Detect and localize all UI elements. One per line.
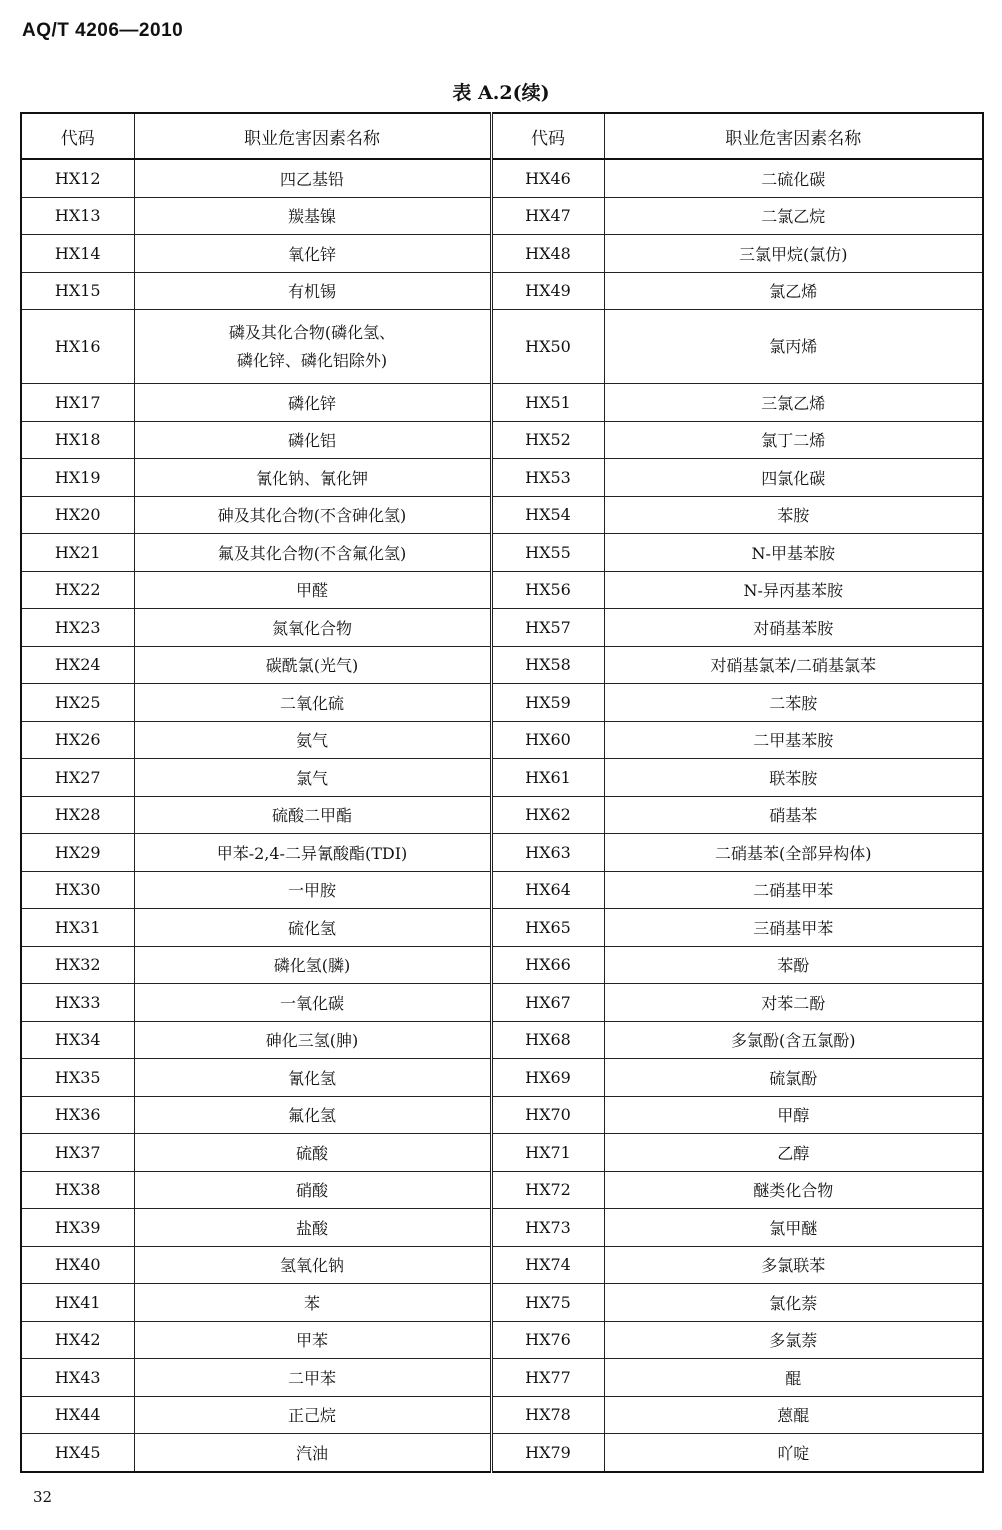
- hazard-name-cell: 蒽醌: [604, 1396, 983, 1434]
- code-cell: HX12: [21, 159, 134, 197]
- code-cell: HX50: [491, 310, 604, 384]
- code-cell: HX51: [491, 384, 604, 422]
- hazard-name-cell: N-异丙基苯胺: [604, 571, 983, 609]
- code-cell: HX66: [491, 946, 604, 984]
- hazard-name-cell: 二硝基甲苯: [604, 871, 983, 909]
- table-row: [21, 1359, 983, 1397]
- column-header-name: 职业危害因素名称: [134, 113, 491, 159]
- hazard-name-cell: 硫化氢: [134, 909, 491, 947]
- table-row: [21, 1021, 983, 1059]
- hazard-name-cell: 甲醛: [134, 571, 491, 609]
- table-row: [21, 1321, 983, 1359]
- table-row: [21, 1209, 983, 1247]
- hazard-name-cell: 多氯萘: [604, 1321, 983, 1359]
- code-cell: HX15: [21, 272, 134, 310]
- table-row: [21, 384, 983, 422]
- code-cell: HX76: [491, 1321, 604, 1359]
- code-cell: HX57: [491, 609, 604, 647]
- table-row: [21, 159, 983, 197]
- hazard-name-cell: 氰化氢: [134, 1059, 491, 1097]
- hazard-name-cell: 多氯联苯: [604, 1246, 983, 1284]
- hazard-name-cell: 羰基镍: [134, 197, 491, 235]
- hazard-name-cell: 多氯酚(含五氯酚): [604, 1021, 983, 1059]
- column-header-name: 职业危害因素名称: [604, 113, 983, 159]
- hazard-name-cell: 硫酸: [134, 1134, 491, 1172]
- table-row: [21, 496, 983, 534]
- table-row: [21, 272, 983, 310]
- hazard-name-cell: N-甲基苯胺: [604, 534, 983, 572]
- table-row: [21, 571, 983, 609]
- hazard-name-cell: 二甲苯: [134, 1359, 491, 1397]
- code-cell: HX40: [21, 1246, 134, 1284]
- hazard-name-cell: 对苯二酚: [604, 984, 983, 1022]
- table-row: [21, 984, 983, 1022]
- hazard-name-cell: 苯: [134, 1284, 491, 1322]
- table-row: [21, 946, 983, 984]
- code-cell: HX27: [21, 759, 134, 797]
- table-row: [21, 459, 983, 497]
- hazard-name-cell: 三氯甲烷(氯仿): [604, 235, 983, 273]
- hazard-name-cell: 磷及其化合物(磷化氢、 磷化锌、磷化铝除外): [134, 310, 491, 384]
- code-cell: HX22: [21, 571, 134, 609]
- table-row: [21, 421, 983, 459]
- code-cell: HX16: [21, 310, 134, 384]
- code-cell: HX74: [491, 1246, 604, 1284]
- hazard-name-cell: 氯丙烯: [604, 310, 983, 384]
- code-cell: HX65: [491, 909, 604, 947]
- code-cell: HX58: [491, 646, 604, 684]
- hazard-name-cell: 有机锡: [134, 272, 491, 310]
- table-row: [21, 871, 983, 909]
- code-cell: HX68: [491, 1021, 604, 1059]
- code-cell: HX71: [491, 1134, 604, 1172]
- table-row: [21, 646, 983, 684]
- code-cell: HX26: [21, 721, 134, 759]
- table-row: [21, 721, 983, 759]
- hazard-name-cell: 一甲胺: [134, 871, 491, 909]
- hazard-name-cell: 四氯化碳: [604, 459, 983, 497]
- code-cell: HX23: [21, 609, 134, 647]
- code-cell: HX61: [491, 759, 604, 797]
- code-cell: HX59: [491, 684, 604, 722]
- table-row: [21, 834, 983, 872]
- code-cell: HX62: [491, 796, 604, 834]
- code-cell: HX32: [21, 946, 134, 984]
- hazard-name-cell: 联苯胺: [604, 759, 983, 797]
- code-cell: HX78: [491, 1396, 604, 1434]
- code-cell: HX72: [491, 1171, 604, 1209]
- page-number: 32: [33, 1488, 53, 1506]
- hazard-name-cell: 甲苯: [134, 1321, 491, 1359]
- code-cell: HX19: [21, 459, 134, 497]
- table-row: [21, 1096, 983, 1134]
- code-cell: HX75: [491, 1284, 604, 1322]
- code-cell: HX43: [21, 1359, 134, 1397]
- hazard-name-cell: 硫酸二甲酯: [134, 796, 491, 834]
- hazard-name-cell: 苯酚: [604, 946, 983, 984]
- hazard-name-cell: 氮氧化合物: [134, 609, 491, 647]
- code-cell: HX34: [21, 1021, 134, 1059]
- code-cell: HX54: [491, 496, 604, 534]
- standard-identifier: AQ/T 4206—2010: [22, 20, 184, 41]
- hazard-name-cell: 碳酰氯(光气): [134, 646, 491, 684]
- table-row: [21, 1171, 983, 1209]
- hazard-name-cell: 氰化钠、氰化钾: [134, 459, 491, 497]
- code-cell: HX52: [491, 421, 604, 459]
- code-cell: HX30: [21, 871, 134, 909]
- hazard-name-cell: 硝基苯: [604, 796, 983, 834]
- table-title: 表 A.2(续): [452, 82, 550, 104]
- code-cell: HX14: [21, 235, 134, 273]
- hazard-name-cell: 氯气: [134, 759, 491, 797]
- hazard-name-cell: 醌: [604, 1359, 983, 1397]
- hazard-name-cell: 氯乙烯: [604, 272, 983, 310]
- column-header-code: 代码: [491, 113, 604, 159]
- table-row: [21, 310, 983, 384]
- table-row: [21, 197, 983, 235]
- code-cell: HX39: [21, 1209, 134, 1247]
- table-row: [21, 684, 983, 722]
- table-row: [21, 1246, 983, 1284]
- code-cell: HX28: [21, 796, 134, 834]
- code-cell: HX35: [21, 1059, 134, 1097]
- code-cell: HX63: [491, 834, 604, 872]
- code-cell: HX49: [491, 272, 604, 310]
- code-cell: HX36: [21, 1096, 134, 1134]
- table-row: [21, 1434, 983, 1472]
- code-cell: HX46: [491, 159, 604, 197]
- hazard-name-cell: 砷化三氢(胂): [134, 1021, 491, 1059]
- hazard-name-cell: 三氯乙烯: [604, 384, 983, 422]
- table-row: [21, 1284, 983, 1322]
- hazard-name-cell: 磷化铝: [134, 421, 491, 459]
- table-row: [21, 609, 983, 647]
- hazard-name-cell: 一氧化碳: [134, 984, 491, 1022]
- code-cell: HX38: [21, 1171, 134, 1209]
- hazard-name-cell: 乙醇: [604, 1134, 983, 1172]
- hazard-name-cell: 二氯乙烷: [604, 197, 983, 235]
- hazard-name-cell: 三硝基甲苯: [604, 909, 983, 947]
- code-cell: HX21: [21, 534, 134, 572]
- table-row: [21, 909, 983, 947]
- code-cell: HX44: [21, 1396, 134, 1434]
- hazard-name-cell: 氟化氢: [134, 1096, 491, 1134]
- hazard-name-cell: 盐酸: [134, 1209, 491, 1247]
- code-cell: HX31: [21, 909, 134, 947]
- table-row: [21, 1396, 983, 1434]
- hazard-name-cell: 砷及其化合物(不含砷化氢): [134, 496, 491, 534]
- code-cell: HX24: [21, 646, 134, 684]
- hazard-name-cell: 四乙基铅: [134, 159, 491, 197]
- hazard-name-cell: 醚类化合物: [604, 1171, 983, 1209]
- hazard-name-cell: 正己烷: [134, 1396, 491, 1434]
- code-cell: HX73: [491, 1209, 604, 1247]
- hazard-name-cell: 二甲基苯胺: [604, 721, 983, 759]
- hazard-name-cell: 氯化萘: [604, 1284, 983, 1322]
- table-row: [21, 1059, 983, 1097]
- hazard-name-cell: 对硝基苯胺: [604, 609, 983, 647]
- hazard-name-cell: 氧化锌: [134, 235, 491, 273]
- hazard-name-cell: 氟及其化合物(不含氟化氢): [134, 534, 491, 572]
- code-cell: HX29: [21, 834, 134, 872]
- code-cell: HX48: [491, 235, 604, 273]
- hazard-name-cell: 二苯胺: [604, 684, 983, 722]
- code-cell: HX33: [21, 984, 134, 1022]
- code-cell: HX42: [21, 1321, 134, 1359]
- code-cell: HX47: [491, 197, 604, 235]
- code-cell: HX79: [491, 1434, 604, 1472]
- code-cell: HX20: [21, 496, 134, 534]
- hazard-name-cell: 硝酸: [134, 1171, 491, 1209]
- hazard-name-cell: 氢氧化钠: [134, 1246, 491, 1284]
- hazard-name-cell: 苯胺: [604, 496, 983, 534]
- hazard-factor-table: [20, 112, 984, 1473]
- hazard-name-cell: 汽油: [134, 1434, 491, 1472]
- hazard-name-cell: 二硝基苯(全部异构体): [604, 834, 983, 872]
- table-row: [21, 759, 983, 797]
- code-cell: HX64: [491, 871, 604, 909]
- code-cell: HX69: [491, 1059, 604, 1097]
- hazard-name-cell: 甲苯-2,4-二异氰酸酯(TDI): [134, 834, 491, 872]
- hazard-name-cell: 二硫化碳: [604, 159, 983, 197]
- table-header-row: [21, 113, 983, 159]
- hazard-name-cell: 氯丁二烯: [604, 421, 983, 459]
- code-cell: HX37: [21, 1134, 134, 1172]
- hazard-name-cell: 氨气: [134, 721, 491, 759]
- table-row: [21, 534, 983, 572]
- table-row: [21, 1134, 983, 1172]
- code-cell: HX18: [21, 421, 134, 459]
- code-cell: HX25: [21, 684, 134, 722]
- code-cell: HX60: [491, 721, 604, 759]
- code-cell: HX41: [21, 1284, 134, 1322]
- code-cell: HX67: [491, 984, 604, 1022]
- code-cell: HX17: [21, 384, 134, 422]
- hazard-name-cell: 甲醇: [604, 1096, 983, 1134]
- code-cell: HX77: [491, 1359, 604, 1397]
- hazard-name-cell: 对硝基氯苯/二硝基氯苯: [604, 646, 983, 684]
- hazard-name-cell: 吖啶: [604, 1434, 983, 1472]
- hazard-name-cell: 二氧化硫: [134, 684, 491, 722]
- table-row: [21, 796, 983, 834]
- code-cell: HX55: [491, 534, 604, 572]
- hazard-name-cell: 硫氯酚: [604, 1059, 983, 1097]
- code-cell: HX53: [491, 459, 604, 497]
- code-cell: HX56: [491, 571, 604, 609]
- code-cell: HX45: [21, 1434, 134, 1472]
- hazard-name-cell: 磷化氢(膦): [134, 946, 491, 984]
- column-header-code: 代码: [21, 113, 134, 159]
- hazard-name-cell: 磷化锌: [134, 384, 491, 422]
- code-cell: HX70: [491, 1096, 604, 1134]
- hazard-name-cell: 氯甲醚: [604, 1209, 983, 1247]
- code-cell: HX13: [21, 197, 134, 235]
- table-row: [21, 235, 983, 273]
